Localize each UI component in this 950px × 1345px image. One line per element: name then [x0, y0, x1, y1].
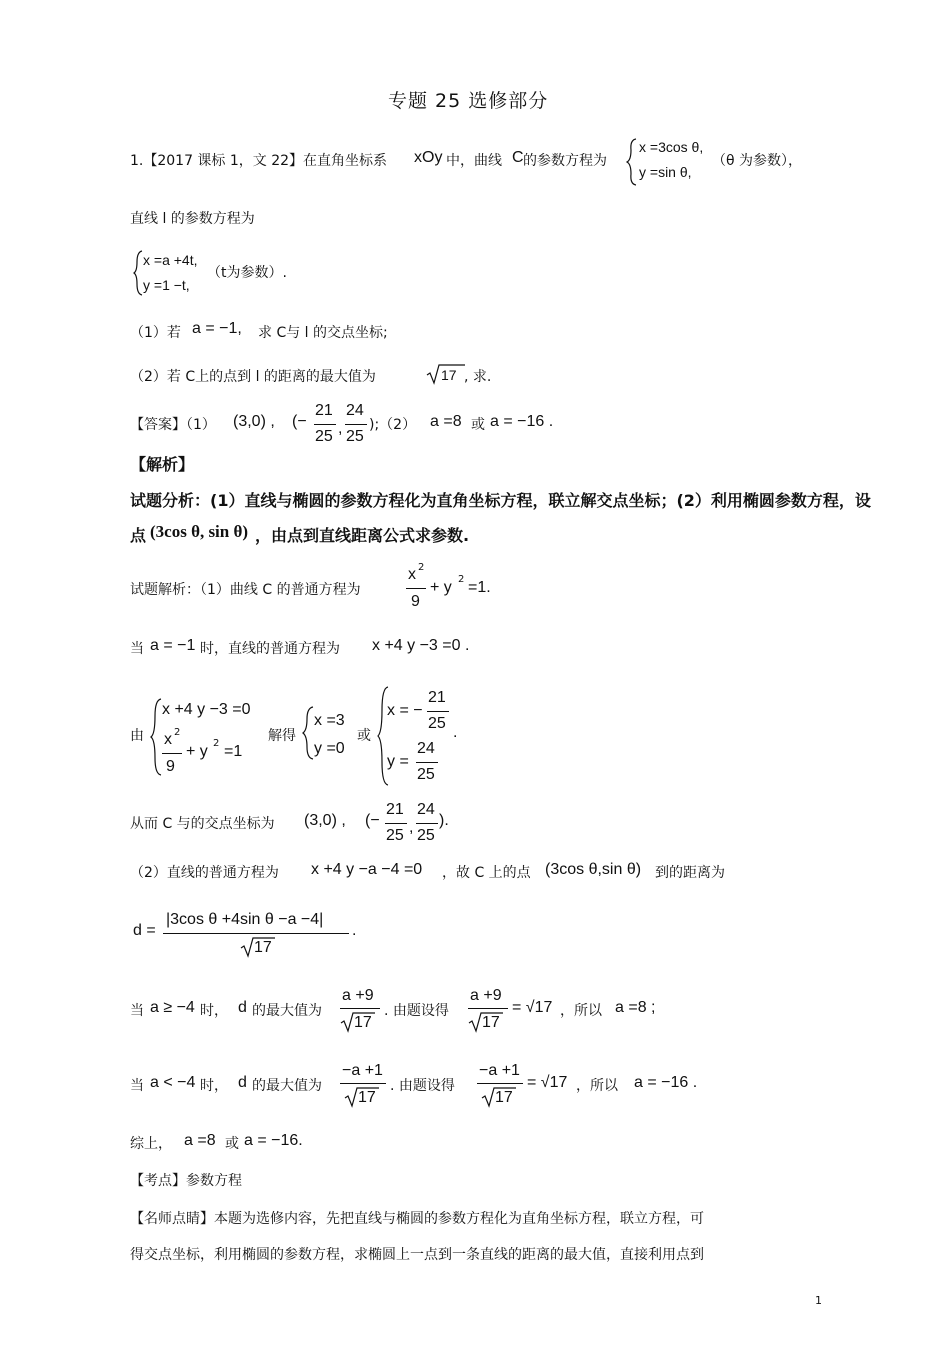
- frac-num: x: [408, 566, 416, 583]
- sol3-open: (−: [365, 812, 380, 829]
- superscript: 2: [213, 738, 220, 749]
- curve-eq-y: y =sin θ,: [639, 164, 692, 180]
- answer-point1: (3,0) ,: [233, 413, 275, 430]
- question-mid: 中，曲线: [446, 153, 502, 169]
- mingshi-line1: 【名师点睛】本题为选修内容，先把直线与椭圆的参数方程化为直角坐标方程，联立方程，可: [130, 1211, 704, 1227]
- result1-y: y =0: [314, 740, 345, 757]
- line-param-note: （t为参数）.: [207, 265, 287, 281]
- case1-d: d: [238, 999, 247, 1016]
- distance-dot: .: [352, 922, 357, 939]
- fraction-bar: [406, 588, 426, 589]
- fraction-bar: [416, 823, 438, 824]
- case2-f: ，所以: [576, 1078, 618, 1094]
- fraction-bar: [468, 1008, 508, 1009]
- sqrt-radicand: 17: [358, 1089, 376, 1106]
- result2-x: x = −: [387, 702, 423, 719]
- frac-num: −a +1: [479, 1062, 520, 1079]
- fraction-bar: [345, 424, 367, 425]
- left-brace-icon: [626, 138, 638, 186]
- analysis-line2-a: 点: [130, 526, 147, 545]
- sqrt-radicand: 17: [441, 367, 457, 383]
- sol2-b: 时，直线的普通方程为: [200, 641, 340, 657]
- question-tail: 的参数方程为: [523, 153, 607, 169]
- fraction-bar: [427, 711, 449, 712]
- sqrt-radicand: 17: [495, 1089, 513, 1106]
- summary-b: a =8: [184, 1132, 216, 1149]
- fraction-bar: [477, 1083, 523, 1084]
- coordinate-system-label: xOy: [414, 149, 443, 166]
- sqrt-17: [426, 362, 466, 386]
- answer-a16: a = −16 .: [490, 413, 554, 430]
- superscript: 2: [418, 562, 425, 573]
- frac-den: 9: [166, 758, 175, 775]
- frac-den: 25: [417, 827, 435, 844]
- frac-num: x: [164, 731, 172, 748]
- fraction-bar: [340, 1083, 386, 1084]
- sol2-a: 当: [130, 641, 144, 657]
- left-brace-icon: [302, 706, 314, 760]
- case1-a: 当: [130, 1003, 144, 1019]
- frac-den: 25: [417, 766, 435, 783]
- sol4-c: 到的距离为: [655, 865, 725, 881]
- frac-num: a +9: [470, 987, 502, 1004]
- part1-condition: a = −1,: [192, 320, 242, 337]
- frac-den: 25: [346, 428, 364, 445]
- frac-den: 9: [411, 593, 420, 610]
- result2-y: y =: [387, 753, 409, 770]
- question-prefix: 1.【2017 课标 1，文 22】在直角坐标系: [130, 153, 388, 169]
- curve-label: C: [512, 149, 524, 166]
- or-label: 或: [357, 728, 371, 744]
- kaodian: 【考点】参数方程: [130, 1173, 242, 1189]
- sqrt-radicand: 17: [354, 1014, 372, 1031]
- case1-b: 时，: [200, 1003, 228, 1019]
- superscript: 2: [174, 727, 181, 738]
- frac-num: 24: [417, 801, 435, 818]
- sol1-text: 试题解析：（1）曲线 C 的普通方程为: [130, 582, 361, 598]
- sys-line1: x +4 y −3 =0: [162, 701, 251, 718]
- sqrt-radicand: 17: [254, 939, 272, 956]
- sol1-eq: =1.: [468, 579, 491, 596]
- case2-d: d: [238, 1074, 247, 1091]
- sys-line2-y: + y: [186, 743, 208, 760]
- case1-e: . 由题设得: [384, 1003, 449, 1019]
- comma: ,: [409, 819, 414, 836]
- case1-f: ，所以: [560, 1003, 602, 1019]
- system-end-dot: .: [453, 724, 458, 741]
- superscript: 2: [458, 574, 465, 585]
- frac-den: 25: [428, 715, 446, 732]
- frac-num: 24: [346, 402, 364, 419]
- sqrt-17: [481, 1085, 517, 1109]
- summary-c: a = −16.: [244, 1132, 303, 1149]
- sol3-close: ).: [439, 812, 449, 829]
- fraction-bar: [163, 933, 349, 934]
- case2-cond: a < −4: [150, 1074, 196, 1091]
- fraction-bar: [340, 1008, 380, 1009]
- case2-c: 的最大值为: [252, 1078, 322, 1094]
- sol2-eq: x +4 y −3 =0 .: [372, 637, 470, 654]
- fraction-bar: [162, 753, 182, 754]
- frac-num: 21: [386, 801, 404, 818]
- part2-label: （2）若 C上的点到 l 的距离的最大值为: [130, 369, 376, 385]
- sys-line2-end: =1: [224, 743, 243, 760]
- sol4-eq: x +4 y −a −4 =0: [311, 861, 423, 878]
- frac-den: 25: [386, 827, 404, 844]
- case2-eq: = √17: [527, 1074, 568, 1091]
- sqrt-17: [468, 1010, 504, 1034]
- left-brace-icon: [377, 686, 389, 786]
- analysis-line1: 试题分析：(1）直线与椭圆的参数方程化为直角坐标方程，联立解交点坐标；(2）利用椭圆参数方程，设: [130, 491, 871, 510]
- solve-label: 解得: [268, 728, 296, 744]
- answer-close: );（2）: [369, 417, 417, 433]
- analysis-header: 【解析】: [130, 455, 195, 474]
- case2-e: . 由题设得: [390, 1078, 455, 1094]
- curve-eq-x: x =3cos θ,: [639, 139, 704, 155]
- part1-rest: 求 C与 l 的交点坐标;: [258, 325, 388, 341]
- line-intro: 直线 l 的参数方程为: [130, 211, 255, 227]
- distance-numerator: |3cos θ +4sin θ −a −4|: [166, 911, 324, 928]
- distance-lhs: d =: [133, 922, 156, 939]
- sys-prefix: 由: [130, 728, 144, 744]
- sqrt-17: [340, 1010, 376, 1034]
- case2-b: 时，: [200, 1078, 228, 1094]
- sol3-text: 从而 C 与的交点坐标为: [130, 816, 275, 832]
- answer-or: 或: [471, 417, 485, 433]
- case1-result: a =8 ;: [615, 999, 656, 1016]
- frac-den: 25: [315, 428, 333, 445]
- frac-num: 21: [428, 689, 446, 706]
- sqrt-17: [344, 1085, 380, 1109]
- frac-num: a +9: [342, 987, 374, 1004]
- page-title: 专题 25 选修部分: [388, 90, 549, 112]
- case1-cond: a ≥ −4: [150, 999, 195, 1016]
- left-brace-icon: [133, 250, 143, 296]
- answer-label: 【答案】（1）: [130, 417, 216, 433]
- left-brace-icon: [150, 698, 162, 776]
- case1-c: 的最大值为: [252, 1003, 322, 1019]
- summary-a: 综上，: [130, 1136, 172, 1152]
- answer-a8: a =8: [430, 413, 462, 430]
- part2-rest: , 求.: [464, 369, 492, 385]
- sol2-cond: a = −1: [150, 637, 196, 654]
- analysis-point: (3cos θ, sin θ): [150, 522, 249, 541]
- case2-a: 当: [130, 1078, 144, 1094]
- part1-label: （1）若: [130, 325, 181, 341]
- summary-or: 或: [225, 1136, 239, 1152]
- result1-x: x =3: [314, 712, 345, 729]
- fraction-bar: [385, 823, 407, 824]
- answer-open: (−: [292, 413, 307, 430]
- mingshi-line2: 得交点坐标，利用椭圆的参数方程，求椭圆上一点到一条直线的距离的最大值，直接利用点到: [130, 1247, 704, 1263]
- comma: ,: [338, 420, 343, 437]
- fraction-bar: [416, 762, 438, 763]
- sol4-text: （2）直线的普通方程为: [130, 865, 279, 881]
- param-note: （θ 为参数），: [712, 153, 803, 169]
- analysis-line2-b: ，由点到直线距离公式求参数.: [255, 526, 470, 545]
- frac-num: 21: [315, 402, 333, 419]
- sqrt-radicand: 17: [482, 1014, 500, 1031]
- sol3-point1: (3,0) ,: [304, 812, 346, 829]
- case1-eq: = √17: [512, 999, 553, 1016]
- page-number: 1: [815, 1294, 822, 1307]
- frac-num: −a +1: [342, 1062, 383, 1079]
- sqrt-17: [240, 935, 276, 959]
- sol4-b: ，故 C 上的点: [442, 865, 531, 881]
- frac-num: 24: [417, 740, 435, 757]
- sol1-plus-y: + y: [430, 579, 452, 596]
- case2-result: a = −16 .: [634, 1074, 698, 1091]
- sol4-point: (3cos θ,sin θ): [545, 861, 642, 878]
- line-eq-x: x =a +4t,: [143, 252, 198, 268]
- fraction-bar: [314, 424, 336, 425]
- line-eq-y: y =1 −t,: [143, 277, 190, 293]
